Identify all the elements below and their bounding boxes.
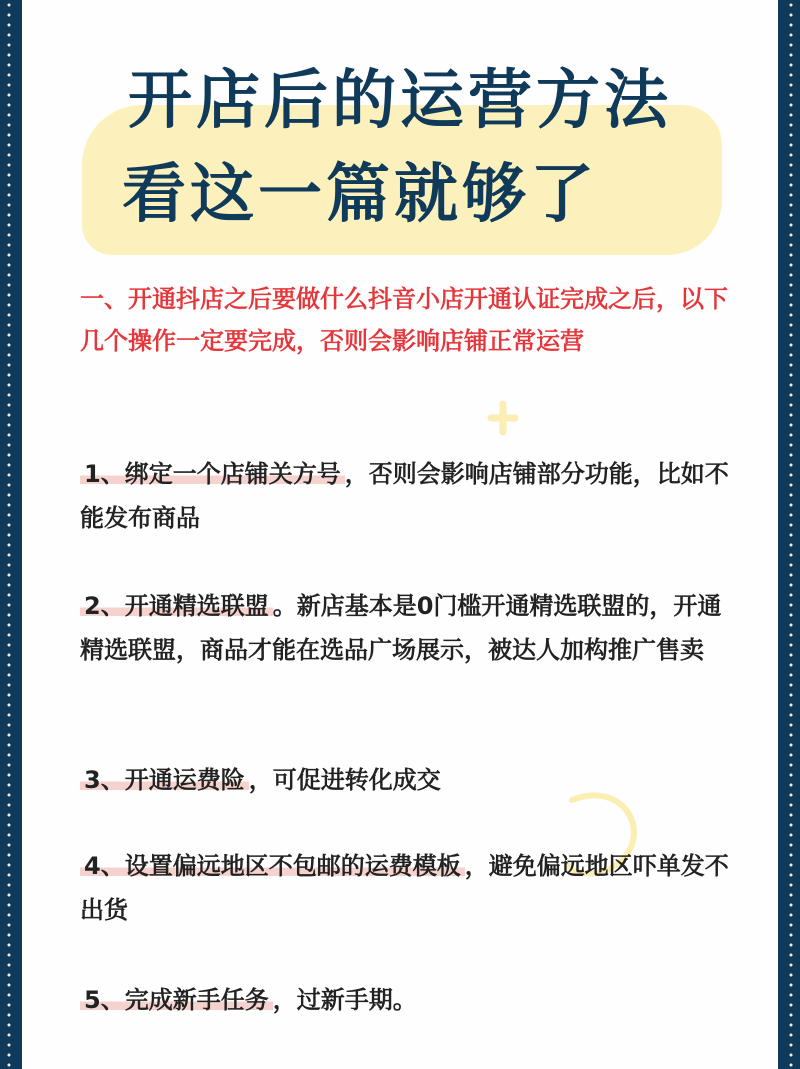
list-item-2 <box>80 584 730 672</box>
title-block <box>22 50 778 260</box>
list-item-4 <box>80 844 730 932</box>
list-item-2-highlight: 2、开通精选联盟 <box>80 592 273 620</box>
right-border-dots <box>788 0 794 1069</box>
sparkle-icon <box>485 400 521 436</box>
list-item-1-highlight: 1、绑定一个店铺关方号 <box>80 460 345 488</box>
list-item-3 <box>80 758 730 802</box>
title-line-1: 开店后的运营方法 <box>128 64 672 138</box>
content-card <box>22 0 778 1069</box>
list-item-5-text: ，过新手期。 <box>272 986 417 1014</box>
list-item-4-highlight: 4、设置偏远地区不包邮的运费模板 <box>80 852 465 880</box>
title-line-2: 看这一篇就够了 <box>122 158 598 232</box>
list-item-5-highlight: 5、完成新手任务 <box>80 986 273 1014</box>
list-item-3-highlight: 3、开通运费险 <box>80 766 249 794</box>
list-item-2-text: 。新店基本是0门槛开通精选联盟的，开通精选联盟，商品才能在选品广场展示，被达人加构推广售卖 <box>80 592 722 664</box>
list-item-3-text: ，可促进转化成交 <box>248 766 441 794</box>
list-item-1 <box>80 452 730 540</box>
list-item-4-text: ，避免偏远地区吓单发不出货 <box>80 852 729 924</box>
intro-paragraph: 一、开通抖店之后要做什么抖音小店开通认证完成之后，以下几个操作一定要完成，否则会影响店铺正常运营 <box>80 285 728 355</box>
list-item-5 <box>80 978 730 1022</box>
list-item-1-text: ，否则会影响店铺部分功能，比如不能发布商品 <box>80 460 729 532</box>
